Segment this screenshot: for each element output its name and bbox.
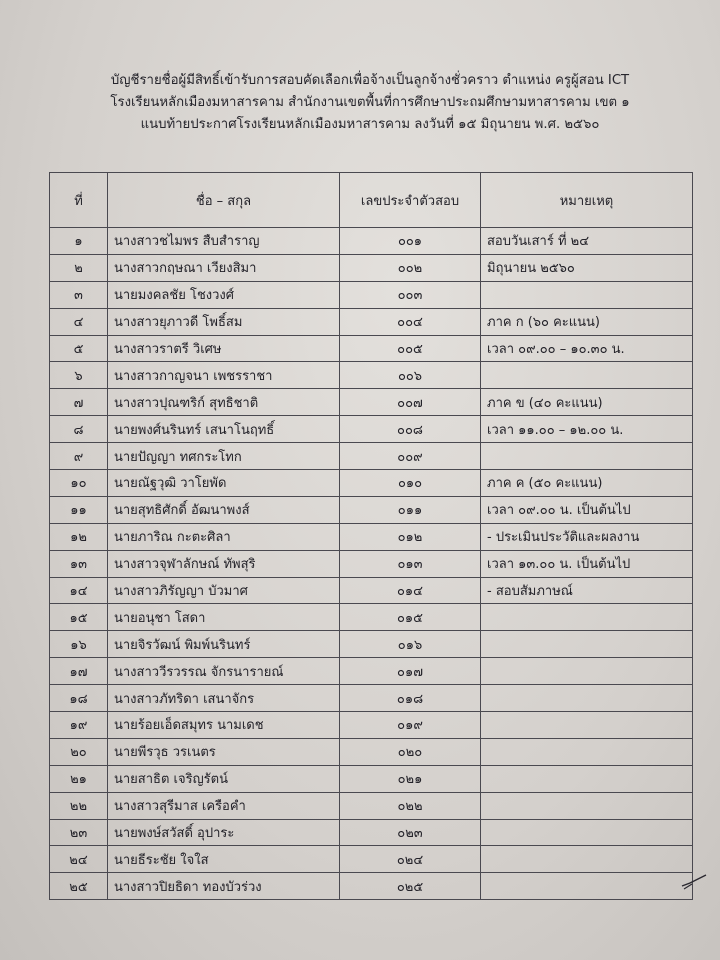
exam-id: ๐๑๖ [340,631,481,658]
remark: - สอบสัมภาษณ์ [481,577,693,604]
table-row [50,712,693,739]
exam-id: ๐๐๓ [340,281,481,308]
candidate-name: นางสาวปุณฑริก์ สุทธิชาติ [108,389,340,416]
candidate-name: นายพงษ์สวัสดิ์ อุปาระ [108,819,340,846]
candidate-name: นางสาววีรวรรณ จักรนารายณ์ [108,658,340,685]
table-row [50,819,693,846]
table-row [50,389,693,416]
row-number: ๑๕ [50,604,108,631]
header-line-1: บัญชีรายชื่อผู้มีสิทธิ์เข้ารับการสอบคัดเลือกเพื่อจ้างเป็นลูกจ้างชั่วคราว ตำแหน่ง ครูผู้สอน ICT [110,73,630,88]
document-header [40,70,700,136]
exam-id: ๐๐๕ [340,335,481,362]
table-row [50,362,693,389]
candidate-name: นายอนุชา โสดา [108,604,340,631]
table-row [50,254,693,281]
exam-id: ๐๑๐ [340,470,481,497]
candidate-name: นายพีรวุธ วรเนตร [108,738,340,765]
row-number: ๒๕ [50,873,108,900]
row-number: ๑๘ [50,685,108,712]
exam-id: ๐๒๓ [340,819,481,846]
candidate-name: นางสาวยุภาวดี โพธิ์สม [108,308,340,335]
remark: - ประเมินประวัติและผลงาน [481,523,693,550]
exam-id: ๐๐๗ [340,389,481,416]
row-number: ๙ [50,443,108,470]
table-row [50,658,693,685]
candidate-name: นางสาวจุฬาลักษณ์ ทัพสุริ [108,550,340,577]
candidate-name: นางสาวกาญจนา เพชรราชา [108,362,340,389]
pen-tick-mark [680,872,708,890]
row-number: ๑๓ [50,550,108,577]
remark: เวลา ๑๑.๐๐ – ๑๒.๐๐ น. [481,416,693,443]
candidate-name: นายจิรวัฒน์ พิมพ์นรินทร์ [108,631,340,658]
row-number: ๒๓ [50,819,108,846]
remark [481,658,693,685]
table-row [50,308,693,335]
column-header-number: ที่ [50,173,108,228]
table-row [50,792,693,819]
candidate-name: นายมงคลชัย โชงวงศ์ [108,281,340,308]
column-header-name: ชื่อ – สกุล [108,173,340,228]
exam-id: ๐๒๑ [340,765,481,792]
exam-id: ๐๑๙ [340,712,481,739]
table-row [50,846,693,873]
row-number: ๑๔ [50,577,108,604]
exam-id: ๐๐๔ [340,308,481,335]
row-number: ๘ [50,416,108,443]
remark: ภาค ก (๖๐ คะแนน) [481,308,693,335]
exam-id: ๐๐๖ [340,362,481,389]
table-row [50,416,693,443]
table-row [50,873,693,900]
table-row [50,685,693,712]
exam-id: ๐๒๒ [340,792,481,819]
remark [481,765,693,792]
header-line-2: โรงเรียนหลักเมืองมหาสารคาม สำนักงานเขตพื้นที่การศึกษาประถมศึกษามหาสารคาม เขต ๑ [110,95,630,110]
row-number: ๗ [50,389,108,416]
table-body [50,228,693,900]
row-number: ๑๙ [50,712,108,739]
remark [481,873,693,900]
row-number: ๑๒ [50,523,108,550]
remark [481,738,693,765]
exam-id: ๐๑๔ [340,577,481,604]
exam-id: ๐๑๓ [340,550,481,577]
exam-id: ๐๐๘ [340,416,481,443]
remark: ภาค ข (๔๐ คะแนน) [481,389,693,416]
exam-id: ๐๑๗ [340,658,481,685]
exam-id: ๐๑๒ [340,523,481,550]
row-number: ๑๖ [50,631,108,658]
header-line-3: แนบท้ายประกาศโรงเรียนหลักเมืองมหาสารคาม ลงวันที่ ๑๕ มิถุนายน พ.ศ. ๒๕๖๐ [140,117,600,132]
column-header-remark: หมายเหตุ [481,173,693,228]
row-number: ๒๑ [50,765,108,792]
remark: มิถุนายน ๒๕๖๐ [481,254,693,281]
remark [481,792,693,819]
remark: สอบวันเสาร์ ที่ ๒๔ [481,228,693,255]
column-header-exam-id: เลขประจำตัวสอบ [340,173,481,228]
remark [481,604,693,631]
candidate-name: นายพงศ์นรินทร์ เสนาโนฤทธิ์ [108,416,340,443]
row-number: ๑๗ [50,658,108,685]
row-number: ๕ [50,335,108,362]
candidate-table [49,172,693,900]
table-row [50,577,693,604]
exam-id: ๐๑๑ [340,496,481,523]
candidate-name: นางสาวภัทริดา เสนาจักร [108,685,340,712]
exam-id: ๐๒๔ [340,846,481,873]
table-row [50,523,693,550]
remark [481,443,693,470]
row-number: ๑ [50,228,108,255]
exam-id: ๐๒๐ [340,738,481,765]
remark: เวลา ๐๙.๐๐ น. เป็นต้นไป [481,496,693,523]
candidate-name: นางสาวภิรัญญา บัวมาศ [108,577,340,604]
row-number: ๖ [50,362,108,389]
table-row [50,470,693,497]
exam-id: ๐๐๙ [340,443,481,470]
table-row [50,496,693,523]
candidate-name: นางสาวชไมพร สืบสำราญ [108,228,340,255]
candidate-name: นางสาวสุรีมาส เครือคำ [108,792,340,819]
candidate-name: นายธีระชัย ใจใส [108,846,340,873]
table-row [50,335,693,362]
candidate-name: นางสาวราตรี วิเศษ [108,335,340,362]
remark [481,281,693,308]
candidate-name: นางสาวกฤษณา เวียงสิมา [108,254,340,281]
remark: เวลา ๐๙.๐๐ – ๑๐.๓๐ น. [481,335,693,362]
remark [481,685,693,712]
exam-id: ๐๐๒ [340,254,481,281]
exam-id: ๐๑๕ [340,604,481,631]
candidate-name: นายภาริณ กะตะศิลา [108,523,340,550]
row-number: ๒๐ [50,738,108,765]
table-row [50,765,693,792]
row-number: ๑๑ [50,496,108,523]
table-row [50,550,693,577]
candidate-name: นายปัญญา ทศกระโทก [108,443,340,470]
table-row [50,443,693,470]
remark: เวลา ๑๓.๐๐ น. เป็นต้นไป [481,550,693,577]
row-number: ๑๐ [50,470,108,497]
row-number: ๒๔ [50,846,108,873]
table-row [50,738,693,765]
candidate-name: นายสาธิต เจริญรัตน์ [108,765,340,792]
exam-id: ๐๒๕ [340,873,481,900]
candidate-name: นายณัฐวุฒิ วาโยพัด [108,470,340,497]
candidate-name: นางสาวปิยธิดา ทองบัวร่วง [108,873,340,900]
table-row [50,604,693,631]
candidate-name: นายร้อยเอ็ดสมุทร นามเดช [108,712,340,739]
table-row [50,281,693,308]
table-row [50,228,693,255]
candidate-name: นายสุทธิศักดิ์ อัฒนาพงส์ [108,496,340,523]
row-number: ๒๒ [50,792,108,819]
exam-id: ๐๑๘ [340,685,481,712]
table-header-row [50,173,693,228]
remark [481,712,693,739]
exam-id: ๐๐๑ [340,228,481,255]
remark: ภาค ค (๕๐ คะแนน) [481,470,693,497]
table-row [50,631,693,658]
row-number: ๒ [50,254,108,281]
remark [481,819,693,846]
remark [481,846,693,873]
remark [481,631,693,658]
row-number: ๔ [50,308,108,335]
row-number: ๓ [50,281,108,308]
remark [481,362,693,389]
